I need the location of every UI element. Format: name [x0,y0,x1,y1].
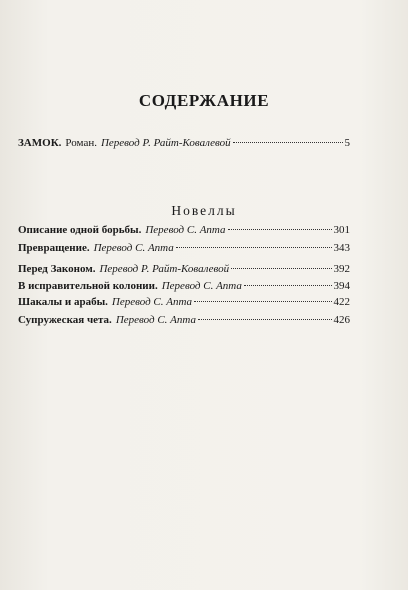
toc-entry-translator: Перевод С. Апта [115,314,196,326]
toc-entry-translator: Перевод Р. Райт-Ковалевой [99,263,230,275]
toc-entry-translator: Перевод С. Апта [145,224,226,236]
dot-leader [233,142,343,143]
section-heading: Новеллы [171,203,237,218]
toc-entry-genre: Роман. [65,137,97,149]
toc-entry-page: 5 [344,137,350,149]
toc-entry-translator: Перевод С. Апта [111,296,193,308]
toc-entry [18,223,350,237]
dot-leader [194,301,331,302]
dot-leader [228,229,332,230]
toc-entry [18,313,350,327]
toc-entry [18,262,350,276]
dot-leader [244,285,332,286]
toc-entry-title: ЗАМОК. [18,137,62,149]
bleed-through-text [150,160,260,169]
toc-entry-page: 343 [333,242,350,254]
toc-entry-title: Превращение. [18,242,90,254]
toc-entry [18,241,350,255]
toc-entry [18,295,350,309]
toc-entry-main [18,136,350,150]
bleed-through-imprint [40,420,370,430]
toc-entry-title: Супружеская чета. [18,314,112,326]
toc-entry-title: Перед Законом. [18,263,96,275]
toc-entry-title: В исправительной колонии. [18,280,158,292]
toc-entry-page: 422 [333,296,350,308]
toc-entry-page: 426 [333,314,350,326]
dot-leader [231,268,331,269]
toc-entry-title: Описание одной борьбы. [18,224,142,236]
toc-entry-translator: Перевод Р. Райт-Ковалевой [100,137,231,149]
toc-entry-page: 394 [333,280,350,292]
toc-entry-translator: Перевод С. Апта [93,242,174,254]
dot-leader [198,319,332,320]
toc-entry-translator: Перевод С. Апта [161,280,242,292]
toc-entry [18,279,350,293]
toc-entry-page: 392 [333,263,350,275]
toc-entry-title: Шакалы и арабы. [18,296,108,308]
toc-entry-page: 301 [333,224,350,236]
contents-title: СОДЕРЖАНИЕ [138,91,270,110]
dot-leader [176,247,332,248]
